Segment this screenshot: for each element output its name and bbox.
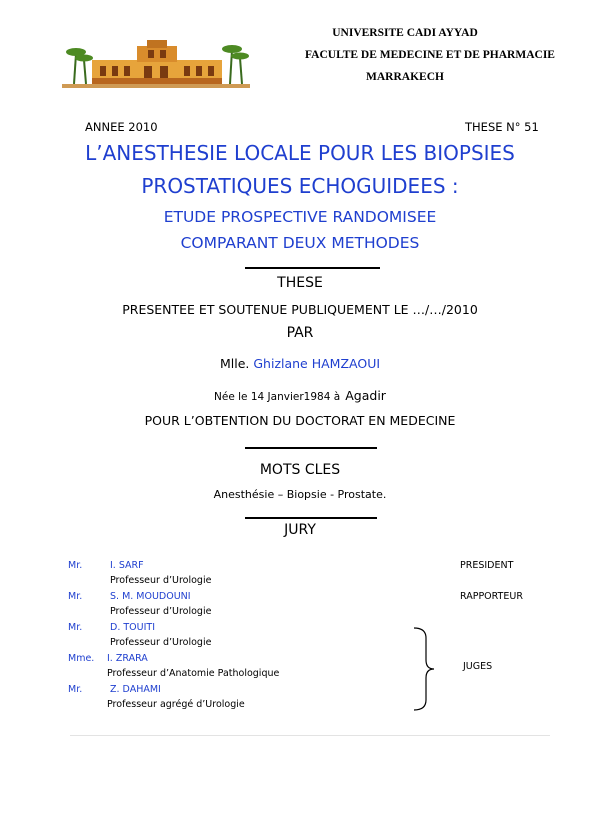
jury-title-2: Mr. bbox=[68, 591, 83, 602]
subtitle-line-1: ETUDE PROSPECTIVE RANDOMISEE bbox=[163, 208, 437, 226]
jury-name-4: I. ZRARA bbox=[107, 653, 148, 664]
jury-title-4: Mme. bbox=[68, 653, 95, 664]
jury-name-3: D. TOUITI bbox=[110, 622, 155, 633]
jury-title-3: Mr. bbox=[68, 622, 83, 633]
author-prefix: Mlle. bbox=[219, 356, 250, 371]
birth-place: Agadir bbox=[345, 388, 386, 403]
thesis-year: ANNEE 2010 bbox=[85, 120, 158, 134]
judges-label: JUGES bbox=[463, 661, 493, 672]
author-line bbox=[0, 356, 600, 371]
jury-position-3: Professeur d’Urologie bbox=[110, 637, 212, 648]
faculty-logo bbox=[62, 40, 250, 88]
jury-title-1: Mr. bbox=[68, 560, 83, 571]
faculty-name: FACULTE DE MEDECINE ET DE PHARMACIE bbox=[305, 49, 555, 61]
jury-role-2: RAPPORTEUR bbox=[460, 591, 523, 602]
title-line-1: L’ANESTHESIE LOCALE POUR LES BIOPSIES bbox=[85, 141, 515, 165]
purpose-line: POUR L’OBTENTION DU DOCTORAT EN MEDECINE bbox=[144, 413, 456, 428]
keywords-text: Anesthésie – Biopsie - Prostate. bbox=[213, 488, 387, 501]
jury-heading: JURY bbox=[284, 522, 316, 538]
divider-2 bbox=[245, 447, 377, 449]
title-line-2: PROSTATIQUES ECHOGUIDEES : bbox=[141, 174, 459, 198]
city-name: MARRAKECH bbox=[366, 71, 444, 83]
university-name: UNIVERSITE CADI AYYAD bbox=[332, 27, 478, 39]
jury-position-4: Professeur d’Anatomie Pathologique bbox=[107, 668, 280, 679]
these-heading: THESE bbox=[277, 275, 323, 291]
divider-3 bbox=[245, 517, 377, 519]
par-label: PAR bbox=[286, 325, 314, 341]
jury-position-2: Professeur d’Urologie bbox=[110, 606, 212, 617]
bottom-line bbox=[70, 735, 550, 736]
jury-role-1: PRESIDENT bbox=[460, 560, 514, 571]
jury-position-1: Professeur d’Urologie bbox=[110, 575, 212, 586]
divider-1 bbox=[245, 267, 380, 269]
birth-date: Née le 14 Janvier1984 à bbox=[214, 391, 341, 403]
author-name: Ghizlane HAMZAOUI bbox=[253, 356, 381, 371]
jury-name-1: I. SARF bbox=[110, 560, 144, 571]
jury-name-5: Z. DAHAMI bbox=[110, 684, 161, 695]
jury-name-2: S. M. MOUDOUNI bbox=[110, 591, 191, 602]
birth-line bbox=[0, 385, 600, 404]
subtitle-line-2: COMPARANT DEUX METHODES bbox=[180, 234, 420, 252]
presented-line: PRESENTEE ET SOUTENUE PUBLIQUEMENT LE …/…/2010 bbox=[122, 302, 478, 317]
thesis-number: THESE N° 51 bbox=[465, 120, 539, 134]
jury-title-5: Mr. bbox=[68, 684, 83, 695]
keywords-heading: MOTS CLES bbox=[259, 462, 341, 478]
jury-position-5: Professeur agrégé d’Urologie bbox=[107, 699, 245, 710]
judges-brace bbox=[412, 626, 438, 712]
